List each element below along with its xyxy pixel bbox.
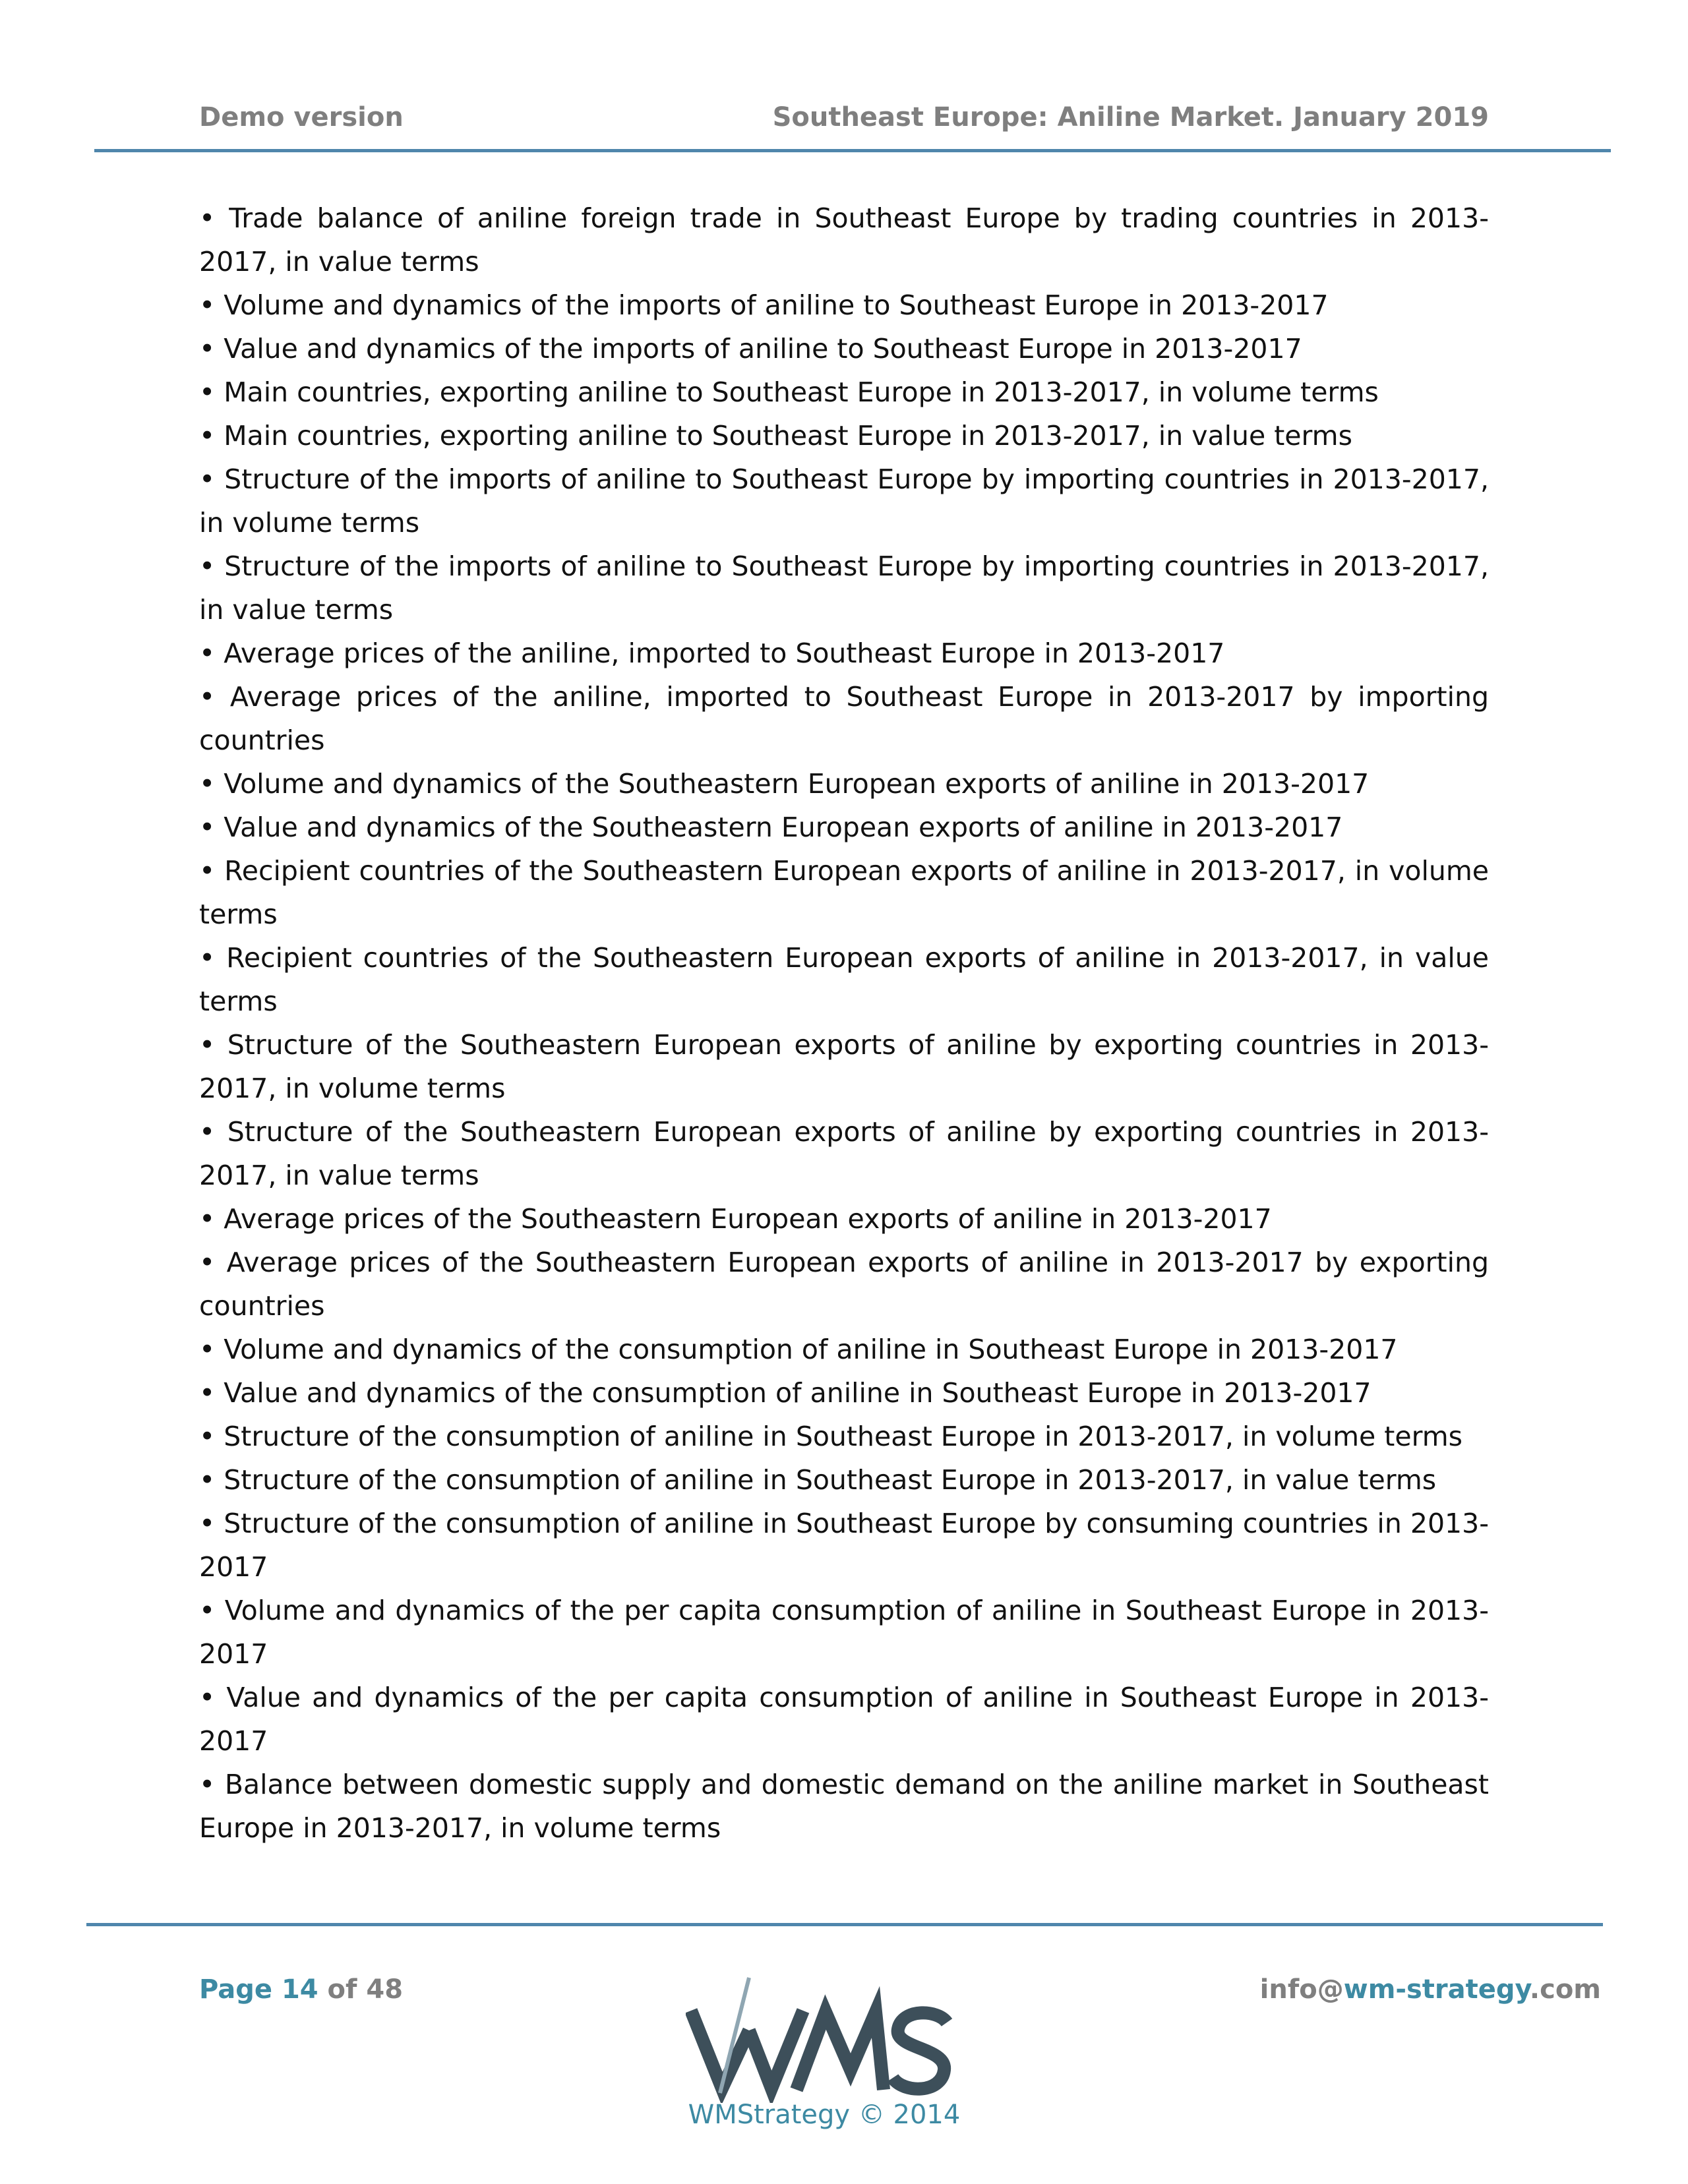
list-item: • Trade balance of aniline foreign trade in Southeast Europe by trading countries in 2013-2017, in value terms	[199, 202, 1489, 278]
list-item: • Value and dynamics of the consumption of aniline in Southeast Europe in 2013-2017	[199, 1377, 1372, 1409]
list-item: • Volume and dynamics of the consumption of aniline in Southeast Europe in 2013-2017	[199, 1334, 1398, 1365]
logo-caption: WMStrategy © 2014	[688, 2100, 961, 2130]
email-tld: .com	[1529, 1974, 1601, 2005]
list-item: • Volume and dynamics of the Southeastern European exports of aniline in 2013-2017	[199, 768, 1370, 800]
list-item: • Volume and dynamics of the imports of aniline to Southeast Europe in 2013-2017	[199, 289, 1329, 321]
page-total: of 48	[327, 1974, 404, 2005]
header-report-title: Southeast Europe: Aniline Market. January 2019	[772, 102, 1489, 133]
page-word: Page	[199, 1974, 272, 2005]
list-item: • Value and dynamics of the per capita consumption of aniline in Southeast Europe in 2013-2017	[199, 1682, 1489, 1757]
contact-email[interactable]	[1260, 1971, 1601, 2008]
list-item: • Main countries, exporting aniline to Southeast Europe in 2013-2017, in value terms	[199, 420, 1352, 452]
list-item: • Main countries, exporting aniline to Southeast Europe in 2013-2017, in volume terms	[199, 376, 1379, 408]
page-number: 14	[281, 1974, 318, 2005]
list-item: • Structure of the imports of aniline to Southeast Europe by importing countries in 2013-2017, in value terms	[199, 550, 1489, 626]
list-item: • Structure of the Southeastern European exports of aniline by exporting countries in 2013-2017, in value terms	[199, 1116, 1489, 1191]
list-item: • Structure of the consumption of aniline in Southeast Europe by consuming countries in 2013-2017	[199, 1508, 1489, 1583]
email-user: info@	[1259, 1974, 1344, 2005]
list-item: • Structure of the consumption of aniline in Southeast Europe in 2013-2017, in volume terms	[199, 1421, 1463, 1452]
list-item: • Structure of the Southeastern European exports of aniline by exporting countries in 2013-2017, in volume terms	[199, 1029, 1489, 1104]
list-item: • Average prices of the Southeastern European exports of aniline in 2013-2017	[199, 1203, 1272, 1235]
list-item: • Value and dynamics of the imports of aniline to Southeast Europe in 2013-2017	[199, 333, 1302, 365]
header-divider	[94, 149, 1611, 152]
bullet-list	[199, 196, 1489, 1850]
wms-logo-mark	[686, 1971, 963, 2103]
list-item: • Structure of the consumption of aniline in Southeast Europe in 2013-2017, in value terms	[199, 1464, 1437, 1496]
page-indicator	[199, 1971, 403, 2008]
email-domain: wm-strategy	[1343, 1974, 1530, 2005]
list-item: • Structure of the imports of aniline to Southeast Europe by importing countries in 2013-2017, in volume terms	[199, 463, 1489, 539]
list-item: • Volume and dynamics of the per capita consumption of aniline in Southeast Europe in 2013-2017	[199, 1595, 1489, 1670]
list-item: • Average prices of the aniline, imported to Southeast Europe in 2013-2017	[199, 637, 1225, 669]
list-item: • Balance between domestic supply and domestic demand on the aniline market in Southeast Europe in 2013-2017, in volume terms	[199, 1769, 1489, 1844]
list-item: • Recipient countries of the Southeastern European exports of aniline in 2013-2017, in volume terms	[199, 855, 1489, 930]
list-item: • Average prices of the Southeastern European exports of aniline in 2013-2017 by exporting countries	[199, 1247, 1489, 1322]
header-demo-label: Demo version	[199, 102, 404, 133]
footer-divider	[86, 1923, 1603, 1926]
list-item: • Average prices of the aniline, imported to Southeast Europe in 2013-2017 by importing countries	[199, 681, 1489, 756]
list-item: • Recipient countries of the Southeastern European exports of aniline in 2013-2017, in value terms	[199, 942, 1489, 1017]
list-item: • Value and dynamics of the Southeastern European exports of aniline in 2013-2017	[199, 812, 1343, 843]
